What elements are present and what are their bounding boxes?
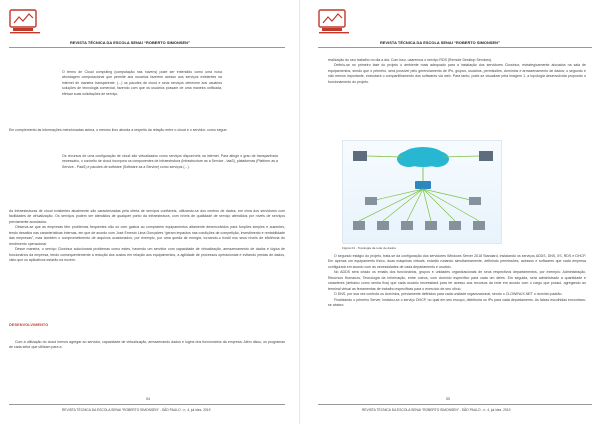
paragraph-development: Com a utilização do cloud iremos agregar ao servidor, capacidade de virtualização, armazenando dados e logins dos funcionários da empresa. Além disso, os programas de cada setor que utilizam para a xyxy=(9,340,285,350)
paragraph-cloud-server: Em complemento às informações mencionadas acima, o mesmo livro aborda a respeito da relação entre o cloud e o servidor, como segue: xyxy=(9,128,228,132)
body-text-right-bottom: O segundo estágio do projeto, trata-se da configuração dos servidores Windows Server 2018 Standard, instalando os serviços ADDS, DNS, IIS, RDS e DHCP. Em apenas um equipamento físico, duas máquinas virtuais, estarão rodando simultaneamente, definindo permissões, acessos e softwares que cada empresa configurará em acordo com as necessidades de cada departamento e usuário. No ADDS será criado os emails dos funcionários, grupos e unidades organizacionais de seus respectivos departamentos, por exemplo: Administração, Recursos Humanos, Tecnologia da Informação, entre outros, com domínio específico para cada um deles. Em seguida, será administrado a quantidade e caracteres (debaixo como senha fixa) que cada usuário necessitará para ter acesso aos recursos da rede em acordo com o cargo que possui, agregando ao terminal virtual as ferramentas de trabalho específicas para o exercício de seu ofício. O DNS, por sua vez controla os domínios, previamente definidos para cada unidade organizacional, sendo o CLOWINUX.NET o domínio padrão. Finalizando o primeiro Server, instalou-se o serviço DHCP, no qual em seu escopo, distribuirá os IPs para cada departamento. As faixas escolhidas encontram-se abaixo: xyxy=(328,254,586,308)
footer-text-left: REVISTA TÉCNICA DA ESCOLA SENAI “ROBERTO SIMONSEN” - SÃO PAULO - n. 4, jul./dez. 2019 xyxy=(62,408,211,412)
body-text-left: As infraestruturas de cloud existentes atualmente são caracterizadas pela oferta de serviços confiáveis, utilizando-se dos centros de dados, em cima dos servidores com facilidades de virtualização. Os serviços podem ser atendidos de qualquer ponto da infraestrutura, com níveis de qualidade de serviço atendidos por níveis de serviços previamente acordados. Observa-se que as empresas têm problemas frequentes não só com gastos ao comprarem equipamentos altamente desenvolvidos para funções simples e ausentes, tendo desafios nas características internas, em que de acordo com José Ernesto Lima Gonçalves “geram impactos nas condições de competição, investimento e rentabilidade das empresas”, mas também o comprometimento de arquivos ocasionados, por exemplo, por uma queda de energia, tornando-o hostil nos seus níveis de eficiência do rendimento operacional. Desse maneira, o serviço Clowinux solucionará problemas como estes, havendo um servidor com capacidade de virtualização, armazenamento de dados e lógica de funcionários da empresa, tendo consequentemente a redução dos custos em relação aos equipamentos, a agilidade de processos operacionais e evitando perdas de dados, visto que os aplicativos estarão na nuvem. xyxy=(9,209,285,263)
server-icon xyxy=(353,151,367,161)
footer-rule xyxy=(9,404,285,405)
network-topology-figure xyxy=(342,140,502,244)
topology-diagram xyxy=(343,141,503,245)
quote-cloud-computing: O termo de Cloud computing (computação nas nuvens) pode ser entendido como uma nova abordagem computacional que permite aos usuários fazerem acesso aos serviços existentes na internet de maneira transparente. (...) os pacotes de cloud e seus serviços oferecem aos usuários soluções de tecnologia comercial, fazendo com que os usuários possam de uma maneira unificada, efetuar suas solicitações de serviço. xyxy=(62,70,222,96)
section-heading-desenvolvimento: DESENVOLVIMENTO xyxy=(9,323,49,327)
page-number-right: 55 xyxy=(446,397,451,401)
computer-icon xyxy=(425,221,437,230)
quote-cloud-resources: Os recursos de uma configuração de cloud são virtualizados como serviços disponíveis na internet. Para atingir o grau de transparência necessário, o conceito de cloud incorpora os componentes de Infraestrutura (Infrastructure as a Service - IaaS), plataformas (Platform as a Service - PaaS) e pacotes de software (Software as a Service) como serviços (...). xyxy=(62,154,278,169)
header-rule xyxy=(318,47,592,48)
computer-icon xyxy=(377,221,389,230)
computer-icon xyxy=(365,197,377,205)
computer-icon xyxy=(353,221,365,230)
figure-caption: Figura 01 - Topologia da rede de dados xyxy=(342,246,396,250)
senai-logo-icon xyxy=(318,9,351,35)
server-icon xyxy=(479,151,493,161)
page-number-left: 54 xyxy=(146,397,151,401)
journal-title: REVISTA TÉCNICA DA ESCOLA SENAI “ROBERTO SIMONSEN” xyxy=(380,40,501,45)
computer-icon xyxy=(449,221,461,230)
header-rule xyxy=(9,47,285,48)
body-text-right-top: realização do seu trabalho no dia a dia. Com isso, usaremos o serviço RDS (Remote Desktop Services). Definiu-se no primeiro fase do projeto o ambiente mais adequado para a instalação dos servidores Clowinux, estrategicamente alocados na sala de equipamentos, sendo que o primeiro, será possível pelo gerenciamento de IPs, grupos, usuários, permissões, domínios e armazenamento de dados; o segundo e não menos importante, executará o compartilhamento dos softwares via web. Para tanto, pode-se visualizar pela imagem 1, a topologia desenvolvida propondo o funcionamento do projeto. xyxy=(328,58,586,84)
switch-icon xyxy=(415,181,431,189)
journal-title: REVISTA TÉCNICA DA ESCOLA SENAI “ROBERTO SIMONSEN” xyxy=(70,40,191,45)
computer-icon xyxy=(401,221,413,230)
right-page xyxy=(300,0,600,424)
senai-logo-icon xyxy=(9,9,42,35)
footer-rule xyxy=(318,404,592,405)
footer-text-right: REVISTA TÉCNICA DA ESCOLA SENAI “ROBERTO SIMONSEN” - SÃO PAULO - n. 4, jul./dez. 2019 xyxy=(362,408,511,412)
computer-icon xyxy=(469,197,481,205)
computer-icon xyxy=(473,221,485,230)
